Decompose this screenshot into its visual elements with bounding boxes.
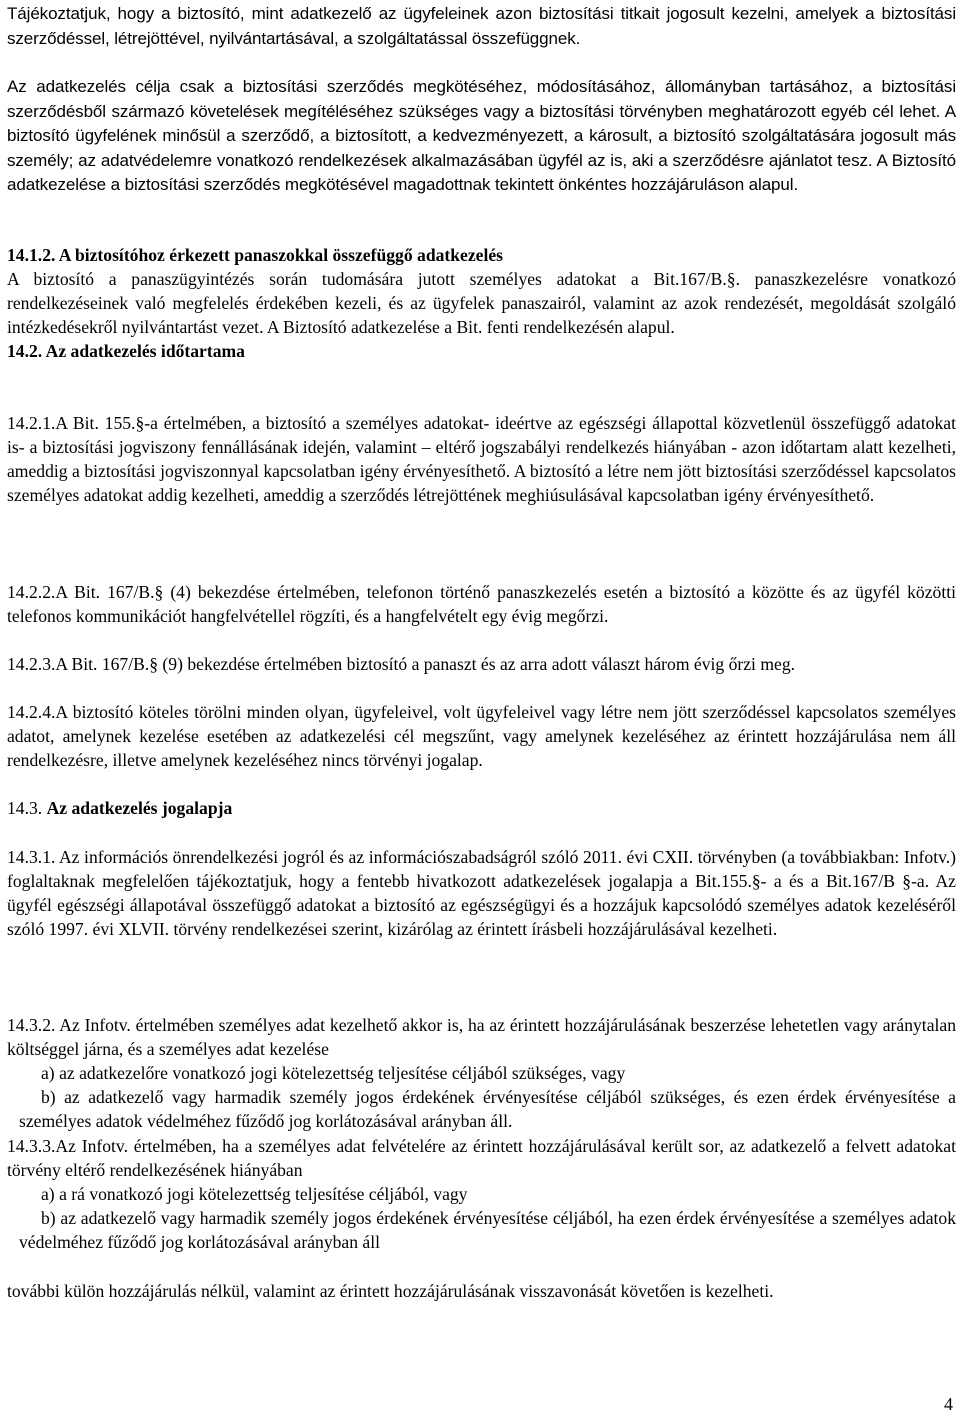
list-item-a: a) az adatkezelőre vonatkozó jogi kötelezettség teljesítése céljából szükséges, vagy <box>41 1063 626 1083</box>
paragraph-14-2-3: 14.2.3.A Bit. 167/B.§ (9) bekezdése értelmében biztosító a panaszt és az arra adott választ három évig őrzi meg. <box>7 654 796 674</box>
section-number: 14.2. <box>7 341 43 361</box>
paragraph-14-3-2-intro: 14.3.2. Az Infotv. értelmében személyes adat kezelhető akkor is, ha az érintett hozzájárulásának beszerzése lehetetlen vagy aránytalan költséggel járna, és a személyes adat kezelése <box>7 1015 956 1059</box>
section-title: Az adatkezelés időtartama <box>45 341 245 361</box>
paragraph-14-3-3 <box>7 1134 956 1254</box>
paragraph-14-3-3-intro: 14.3.3.Az Infotv. értelmében, ha a személyes adat felvételére az érintett hozzájárulásával került sor, az adatkezelő a felvett adatokat törvény eltérő rendelkezésének hiányában <box>7 1136 956 1180</box>
section-heading-14-2 <box>7 339 956 363</box>
page-number: 4 <box>944 1394 953 1414</box>
intro-paragraph: Tájékoztatjuk, hogy a biztosító, mint adatkezelő az ügyfeleinek azon biztosítási titkait jogosult kezelni, amelyek a biztosítási szerződéssel, létrejöttével, nyilvántartásával, a szolgáltatással összefüggnek. <box>7 4 956 48</box>
paragraph-14-2-2: 14.2.2.A Bit. 167/B.§ (4) bekezdése értelmében, telefonon történő panaszkezelés esetén a biztosító a közötte és az ügyfél közötti telefonos kommunikációt hangfelvétellel rögzíti, és a hangfelvételt egy évig megőrzi. <box>7 582 956 626</box>
paragraph-14-2-4: 14.2.4.A biztosító köteles törölni minden olyan, ügyfeleivel, volt ügyfeleivel vagy létre nem jött szerződéssel kapcsolatos személyes adatot, amelynek kezelése esetében az adatkezelési cél megszűnt, vagy amelynek kezeléséhez az érintett hozzájárulása nem áll rendelkezésre, illetve amelynek kezeléséhez nincs törvényi jogalap. <box>7 702 956 770</box>
section-14-1-2 <box>7 243 956 339</box>
section-heading-14-1-2: 14.1.2. A biztosítóhoz érkezett panaszokkal összefüggő adatkezelés <box>7 245 504 265</box>
section-title: Az adatkezelés jogalapja <box>46 798 233 818</box>
section-heading-14-3 <box>7 796 956 820</box>
client-definition-text: A biztosító ügyfelének minősül a szerződő, a biztosított, a kedvezményezett, a károsult, a biztosító szolgáltatására jogosult más személy; az adatvédelemre vonatkozó rendelkezések alkalmazásában ügyfél az is, aki a szerződésre ajánlatot tesz. <box>7 101 957 170</box>
paragraph-14-3-2 <box>7 1013 956 1133</box>
list-item-a: a) a rá vonatkozó jogi kötelezettség teljesítése céljából, vagy <box>41 1184 468 1204</box>
purpose-text: Az adatkezelés célja csak a biztosítási szerződés megkötéséhez, módosításához, állományban tartásához, a biztosítási szerződésből származó követelések megítéléséhez szükséges vagy a biztosítási törvényben meghatározott egyéb cél lehet. <box>7 77 956 121</box>
purpose-paragraph <box>7 75 956 198</box>
paragraph-14-3-1: 14.3.1. Az információs önrendelkezési jogról és az információszabadságról szóló 2011. évi CXII. törvényben (a továbbiakban: Infotv.) foglaltaknak megfelelően tájékoztatjuk, hogy a fentebb hivatkozott adatkezelések jogalapja a Bit.155.§- a és a Bit.167/B §-a. Az ügyfél egészségi állapotával összefüggő adatokat a biztosító az egészségügyi és a hozzájuk kapcsolódó személyes adatok kezeléséről szóló 1997. évi XLVII. törvény rendelkezései szerint, kizárólag az érintett írásbeli hozzájárulásával kezelheti. <box>7 847 956 939</box>
closing-paragraph: további külön hozzájárulás nélkül, valamint az érintett hozzájárulásának visszavonását követően is kezelheti. <box>7 1281 774 1301</box>
section-number: 14.3. <box>7 798 43 818</box>
legal-basis-text: A Biztosító adatkezelése a biztosítási szerződés megkötésével magadottnak tekintett önkéntes hozzájáruláson alapul. <box>7 150 956 194</box>
list-item-b: b) az adatkezelő vagy harmadik személy jogos érdekének érvényesítése céljából, ha ezen érdek érvényesítése a személyes adatok védelméhez fűződő jog korlátozásával arányban áll <box>19 1208 956 1252</box>
paragraph-14-2-1: 14.2.1.A Bit. 155.§-a értelmében, a biztosító a személyes adatokat- ideértve az egészségi állapottal közvetlenül összefüggő adatokat is- a biztosítási jogviszony fennállásának idején, valamint – eltérő jogszabályi rendelkezés hiányában - azon időtartam alatt kezelheti, ameddig a biztosítási jogviszonnyal kapcsolatban igény érvényesíthető. A biztosító a létre nem jött biztosítási szerződéssel kapcsolatos személyes adatokat addig kezelheti, ameddig a szerződés létrejöttének meghiúsulásával kapcsolatban igény érvényesíthető. <box>7 413 956 505</box>
list-item-b: b) az adatkezelő vagy harmadik személy jogos érdekének érvényesítése céljából szükséges, és ezen érdek érvényesítése a személyes adatok védelméhez fűződő jog korlátozásával arányban áll. <box>19 1087 956 1131</box>
section-14-1-2-body: A biztosító a panaszügyintézés során tudomására jutott személyes adatokat a Bit.167/B.§. panaszkezelésre vonatkozó rendelkezéseinek való megfelelés érdekében kezeli, és az ügyfelek panaszairól, valamint az azok rendezését, megoldását szolgáló intézkedésekről nyilvántartást vezet. A Biztosító adatkezelése a Bit. fenti rendelkezésén alapul. <box>7 269 956 337</box>
